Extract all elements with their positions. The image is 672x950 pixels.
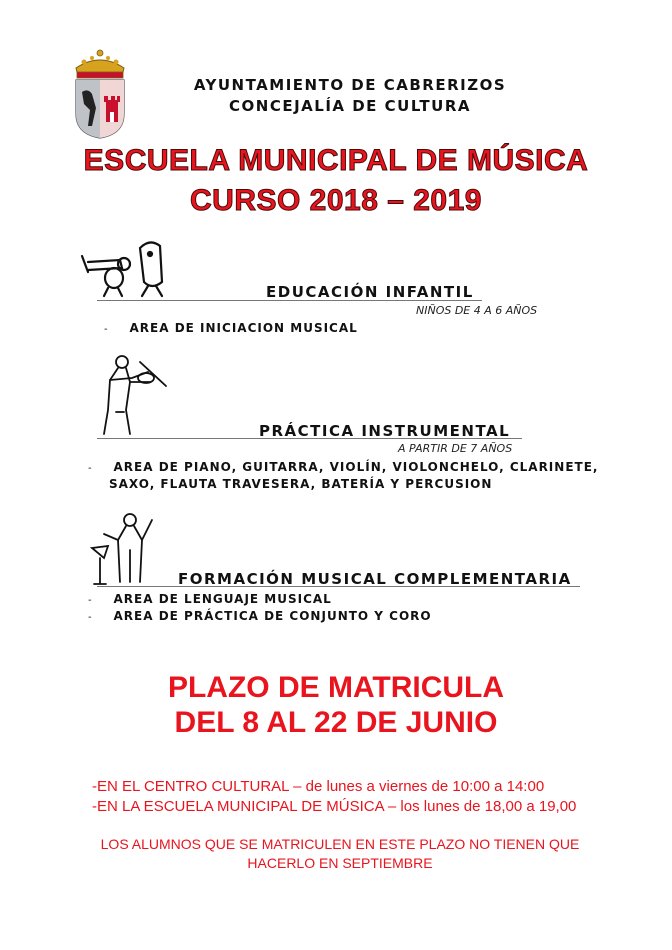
coat-of-arms-icon bbox=[70, 48, 130, 140]
enrollment-period-title: PLAZO DE MATRICULA bbox=[167, 671, 505, 704]
age-range-instrumental: A PARTIR DE 7 AÑOS bbox=[398, 442, 513, 455]
schedule-line-1: -EN EL CENTRO CULTURAL – de lunes a viernes de 10:00 a 14:00 bbox=[92, 778, 545, 795]
trumpet-player-icon bbox=[80, 238, 170, 298]
note-line-1: LOS ALUMNOS QUE SE MATRICULEN EN ESTE PLAZO NO TIENEN QUE bbox=[100, 836, 580, 852]
department-name: CONCEJALÍA DE CULTURA bbox=[229, 97, 471, 115]
org-name: AYUNTAMIENTO DE CABRERIZOS bbox=[193, 76, 507, 94]
enrollment-dates: DEL 8 AL 22 DE JUNIO bbox=[174, 706, 498, 739]
course-year: CURSO 2018 – 2019 bbox=[189, 184, 482, 217]
divider bbox=[97, 300, 482, 301]
list-item: - AREA DE PIANO, GUITARRA, VIOLÍN, VIOLONCHELO, CLARINETE, bbox=[88, 460, 599, 474]
divider bbox=[97, 438, 522, 439]
enrollment-note bbox=[40, 835, 640, 873]
school-title: ESCUELA MUNICIPAL DE MÚSICA bbox=[83, 144, 589, 177]
list-item: - AREA DE LENGUAJE MUSICAL bbox=[88, 592, 332, 606]
list-item: - AREA DE INICIACION MUSICAL bbox=[104, 321, 358, 335]
divider bbox=[97, 586, 580, 587]
list-item: SAXO, FLAUTA TRAVESERA, BATERÍA Y PERCUSION bbox=[109, 477, 493, 491]
note-line-2: HACERLO EN SEPTIEMBRE bbox=[247, 855, 433, 871]
schedule-line-2: -EN LA ESCUELA MUNICIPAL DE MÚSICA – los lunes de 18,00 a 19,00 bbox=[92, 798, 577, 815]
list-item: - AREA DE PRÁCTICA DE CONJUNTO Y CORO bbox=[88, 609, 432, 623]
section-title-infantil: EDUCACIÓN INFANTIL bbox=[266, 283, 474, 301]
age-range-infantil: NIÑOS DE 4 A 6 AÑOS bbox=[416, 304, 538, 317]
violinist-icon bbox=[96, 352, 176, 436]
section-title-complementaria: FORMACIÓN MUSICAL COMPLEMENTARIA bbox=[178, 570, 572, 588]
conductor-icon bbox=[90, 510, 162, 586]
section-title-instrumental: PRÁCTICA INSTRUMENTAL bbox=[259, 422, 511, 440]
